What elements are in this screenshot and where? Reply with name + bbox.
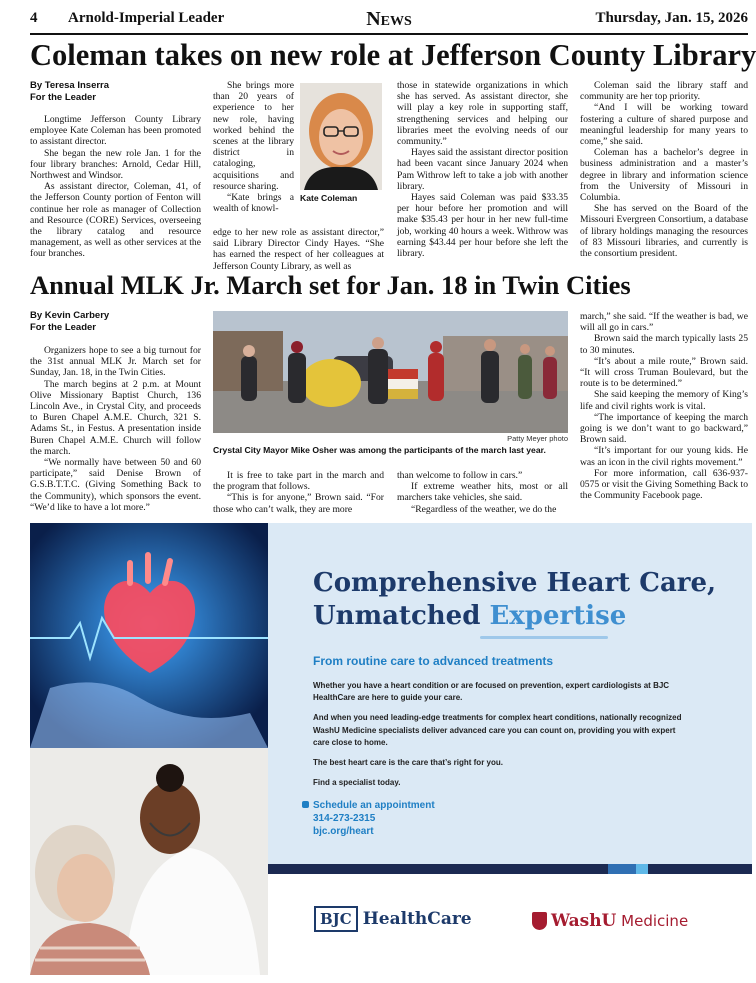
issue-date: Thursday, Jan. 15, 2026	[595, 10, 748, 26]
article1-headline: Coleman takes on new role at Jefferson County Library	[30, 38, 756, 72]
ad-title	[313, 567, 716, 633]
paragraph: For more information, call 636-937-0575 or visit the Giving Something Back to the Community Facebook page.	[580, 467, 748, 502]
paragraph: Coleman said the library staff and community are her top priority.	[580, 80, 748, 103]
paragraph: Brown said the march typically lasts 25 to 30 minutes.	[580, 333, 748, 356]
schedule-row[interactable]	[302, 799, 435, 812]
paragraph: than welcome to follow in cars.”	[397, 470, 523, 481]
article1-byline	[30, 80, 205, 104]
paragraph: She said keeping the memory of King’s life and civil rights work is vital.	[580, 389, 748, 412]
byline-org: For the Leader	[30, 92, 96, 103]
ad-subtitle: From routine care to advanced treatments	[313, 654, 554, 668]
article1-column-3	[397, 80, 568, 259]
underline-swoosh	[480, 636, 608, 639]
phone-number[interactable]: 314-273-2315	[313, 813, 376, 824]
bjc-mark: BJC	[314, 906, 358, 932]
paragraph: She has served on the Board of the Missouri Evergreen Consortium, a database of library holdings managing the resources of 83 Missouri libraries, and currently is the consortium president.	[580, 203, 748, 260]
paragraph: “This is for anyone,” Brown said. “For those who can’t walk, they are more	[213, 492, 384, 515]
schedule-link[interactable]: Schedule an appointment	[313, 800, 435, 811]
paragraph: Longtime Jefferson County Library employee Kate Coleman has been promoted to assistant director.	[30, 114, 201, 148]
article1-column-1	[30, 114, 201, 260]
ad-title-line-2a: Unmatched	[313, 601, 490, 631]
photo-caption: Kate Coleman	[300, 193, 358, 203]
paragraph: those in statewide organizations in which she has served. As assistant director, she will play a key role in supporting staff, strengthening services and helping our libraries meet the evolving needs of our community.”	[397, 80, 568, 148]
masthead	[30, 10, 748, 32]
paragraph: Hayes said Coleman was paid $33.35 per hour before her promotion and will make $35.43 per hour in her new full-time job, working 40 hours a week. Withrow was earning $43.44 per hour before she left the library.	[397, 192, 568, 260]
ad-paragraph: Find a specialist today.	[313, 778, 401, 788]
byline-org: For the Leader	[30, 322, 96, 333]
washu-medicine: Medicine	[616, 912, 689, 930]
article2-column-1	[30, 345, 201, 513]
heart-illustration	[30, 523, 268, 748]
article2-column-2	[213, 470, 384, 515]
article2-column-4	[580, 311, 748, 501]
ad-footer-accent	[608, 864, 636, 874]
byline-name: By Teresa Inserra	[30, 80, 110, 91]
paragraph: “It’s important for our young kids. He was an icon in the civil rights movement.”	[580, 445, 748, 468]
website-link[interactable]: bjc.org/heart	[313, 826, 374, 837]
kate-coleman-photo	[300, 83, 382, 190]
ad-paragraph: The best heart care is the care that’s right for you.	[313, 758, 503, 768]
article2-column-3	[397, 470, 568, 515]
bjc-text: HealthCare	[362, 909, 472, 929]
paragraph: Coleman has a bachelor’s degree in business administration and a master’s degree in library and information science from the University of Missouri in Columbia.	[580, 147, 748, 204]
paragraph: “We normally have between 50 and 60 participate,” said Denise Brown of G.S.B.T.T.C. (Giving Something Back to the Community), which sponsors the event. “We’d like to have a lot more.”	[30, 457, 201, 513]
shield-icon	[532, 912, 547, 930]
article1-column-4	[580, 80, 748, 259]
ad-footer-bar	[268, 864, 752, 874]
washu-logo[interactable]	[532, 908, 688, 934]
calendar-icon	[302, 801, 309, 808]
paragraph: march,” she said. “If the weather is bad, we will all go in cars.”	[580, 311, 748, 334]
ad-paragraph: And when you need leading-edge treatments for complex heart conditions, nationally recognized WashU Medicine specialists deliver advanced care you can count on, providing you with expert care close to home.	[313, 713, 682, 747]
byline-name: By Kevin Carbery	[30, 310, 110, 321]
paragraph: “It’s about a mile route,” Brown said. “It will cross Truman Boulevard, but the route is to be determined.”	[580, 355, 748, 390]
paragraph: Organizers hope to see a big turnout for the 31st annual MLK Jr. March set for Sunday, Jan. 18, in the Twin Cities.	[30, 345, 201, 379]
paragraph: “The importance of keeping the march going is we don’t want to go backward,” Brown said.	[580, 411, 748, 446]
photo-caption: Crystal City Mayor Mike Osher was among the participants of the march last year.	[213, 445, 546, 455]
washu-text: WashU	[551, 911, 617, 931]
paragraph: She brings more than 20 years of experience to her new role, having worked behind the scenes at the library district in cataloging, acquisitions and resource sharing.	[213, 80, 294, 192]
heart-care-ad[interactable]	[30, 523, 752, 975]
ad-title-line-1: Comprehensive Heart Care,	[313, 568, 717, 598]
ad-body	[313, 680, 683, 789]
paragraph: She began the new role Jan. 1 for the four library branches: Arnold, Cedar Hill, Northwest and Windsor.	[30, 147, 201, 182]
ad-title-line-2	[313, 600, 716, 633]
section-title: News	[366, 8, 412, 30]
paper-name: Arnold-Imperial Leader	[68, 10, 225, 26]
masthead-rule	[30, 33, 748, 35]
page-number: 4	[30, 10, 38, 26]
paragraph: If extreme weather hits, most or all marchers take vehicles, she said.	[397, 481, 568, 504]
mlk-march-photo	[213, 311, 568, 433]
paragraph: It is free to take part in the march and the program that follows.	[213, 470, 384, 493]
paragraph: Hayes said the assistant director position had been vacant since January 2024 when Pam Withrow left to take a job with another library.	[397, 147, 568, 192]
photo-credit: Patty Meyer photo	[507, 434, 568, 443]
doctor-patient-photo	[30, 748, 268, 975]
article1-column-2-top	[213, 80, 294, 214]
ad-footer-accent	[636, 864, 648, 874]
article1-column-2-bottom	[213, 227, 384, 272]
ad-title-highlight: Expertise	[489, 601, 627, 631]
bjc-logo[interactable]	[314, 905, 472, 933]
ad-paragraph: Whether you have a heart condition or are focused on prevention, expert cardiologists at BJC HealthCare are here to guide your care.	[313, 681, 670, 703]
paragraph: The march begins at 2 p.m. at Mount Olive Missionary Baptist Church, 136 Lincoln Ave., in Crystal City, and proceeds to Buren Chapel A.M.E. Church, 321 S. Adams St., in Festus. A presentation inside Buren Chapel A.M.E. Church will follow the march.	[30, 378, 201, 457]
paragraph: As assistant director, Coleman, 41, of the Jefferson County portion of Fenton will continue her role as manager of Collection and Resource (CORE) Services, overseeing the library catalog and resource management, as well as other services at the four branches.	[30, 181, 201, 260]
paragraph: “And I will be working toward fostering a culture of shared purpose and meaningful leadership for many years to come,” she said.	[580, 102, 748, 148]
paragraph: “Kate brings a wealth of knowl-	[213, 192, 294, 215]
article2-headline: Annual MLK Jr. March set for Jan. 18 in Twin Cities	[30, 270, 631, 300]
schedule-block[interactable]	[302, 799, 435, 838]
paragraph: “Regardless of the weather, we do the	[411, 503, 557, 515]
article2-byline	[30, 310, 205, 334]
paragraph: edge to her new role as assistant director,” said Library Director Cindy Hayes. “She has earned the respect of her colleagues at Jefferson County Library, as well as	[213, 227, 384, 272]
